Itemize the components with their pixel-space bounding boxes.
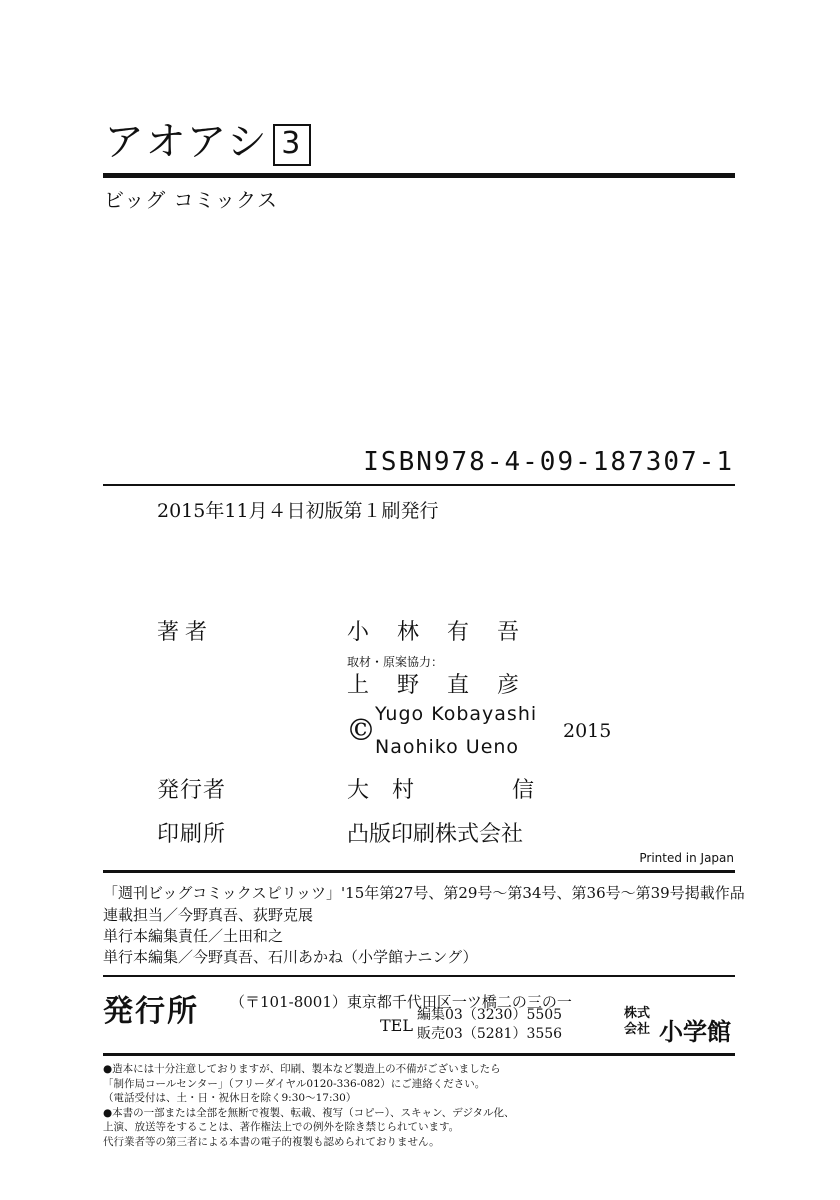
note-line: 代行業者等の第三者による本書の電子的複製も認められておりません。 xyxy=(103,1135,440,1148)
note-line: ●造本には十分注意しておりますが、印刷、製本など製造上の不備がございましたら xyxy=(103,1063,501,1075)
editorial-rule xyxy=(103,975,735,977)
publisher-person-name: 大 村 信 xyxy=(347,778,542,803)
printer-label: 印刷所 xyxy=(157,822,227,847)
title-rule xyxy=(103,173,735,178)
tel-editorial: 編集03（3230）5505 xyxy=(417,1007,563,1023)
tel-numbers xyxy=(417,1006,562,1044)
publisher-label: 発行所 xyxy=(103,994,199,1029)
first-edition-date: 2015年11月４日初版第１刷発行 xyxy=(157,500,439,522)
series-name: ビッグ コミックス xyxy=(104,188,278,212)
note-line: 上演、放送等をすることは、著作権法上での例外を除き禁じられています。 xyxy=(103,1121,460,1133)
publisher-person-label: 発行者 xyxy=(157,778,227,803)
note-line: 「制作局コールセンター」（フリーダイヤル0120-336-082）にご連絡ください。 xyxy=(103,1077,486,1090)
book-title xyxy=(104,118,311,166)
publisher-address: （〒101-8001）東京都千代田区一ツ橋二の三の一 xyxy=(230,993,572,1011)
serial-editors: 連載担当／今野真吾、荻野克展 xyxy=(103,906,314,924)
note-line: （電話受付は、土・日・祝休日を除く9:30～17:30） xyxy=(103,1092,357,1104)
tel-sales: 販売03（5281）3556 xyxy=(417,1026,563,1042)
note-line: ●本書の一部または全部を無断で複製、転載、複写（コピー）、スキャン、デジタル化、 xyxy=(103,1106,515,1119)
copyright-name-1: Yugo Kobayashi xyxy=(375,703,538,725)
tel-label: TEL xyxy=(380,1016,413,1035)
author-name: 小林有吾 xyxy=(347,620,548,645)
cooperator-name: 上野直彦 xyxy=(347,673,548,698)
printed-in: Printed in Japan xyxy=(639,851,734,865)
cooperation-label: 取材・原案協力： xyxy=(347,655,444,669)
serialization-info: 「週刊ビッグコミックスピリッツ」'15年第27号、第29号～第34号、第36号～第39号掲載作品 xyxy=(103,884,745,902)
publisher-name: 小学館 xyxy=(659,1018,731,1046)
credits-rule xyxy=(103,870,735,873)
volume-editors: 単行本編集／今野真吾、石川あかね（小学館ナニング） xyxy=(103,948,478,966)
copyright-symbol: © xyxy=(346,713,376,748)
corp-prefix-2: 会社 xyxy=(624,1022,651,1037)
copyright-year: 2015 xyxy=(563,720,612,742)
corp-prefix xyxy=(624,1006,650,1038)
book-title-text: アオアシ xyxy=(104,119,269,165)
volume-number: 3 xyxy=(273,124,311,166)
publisher-rule xyxy=(103,1053,735,1056)
isbn-rule xyxy=(103,484,735,486)
legal-notes xyxy=(103,1062,515,1149)
corp-prefix-1: 株式 xyxy=(624,1006,651,1021)
isbn: ISBN978-4-09-187307-1 xyxy=(363,447,734,477)
copyright-name-2: Naohiko Ueno xyxy=(375,736,520,758)
volume-chief-editor: 単行本編集責任／土田和之 xyxy=(103,927,284,945)
printer-name: 凸版印刷株式会社 xyxy=(347,822,524,847)
author-label: 著者 xyxy=(157,620,214,645)
